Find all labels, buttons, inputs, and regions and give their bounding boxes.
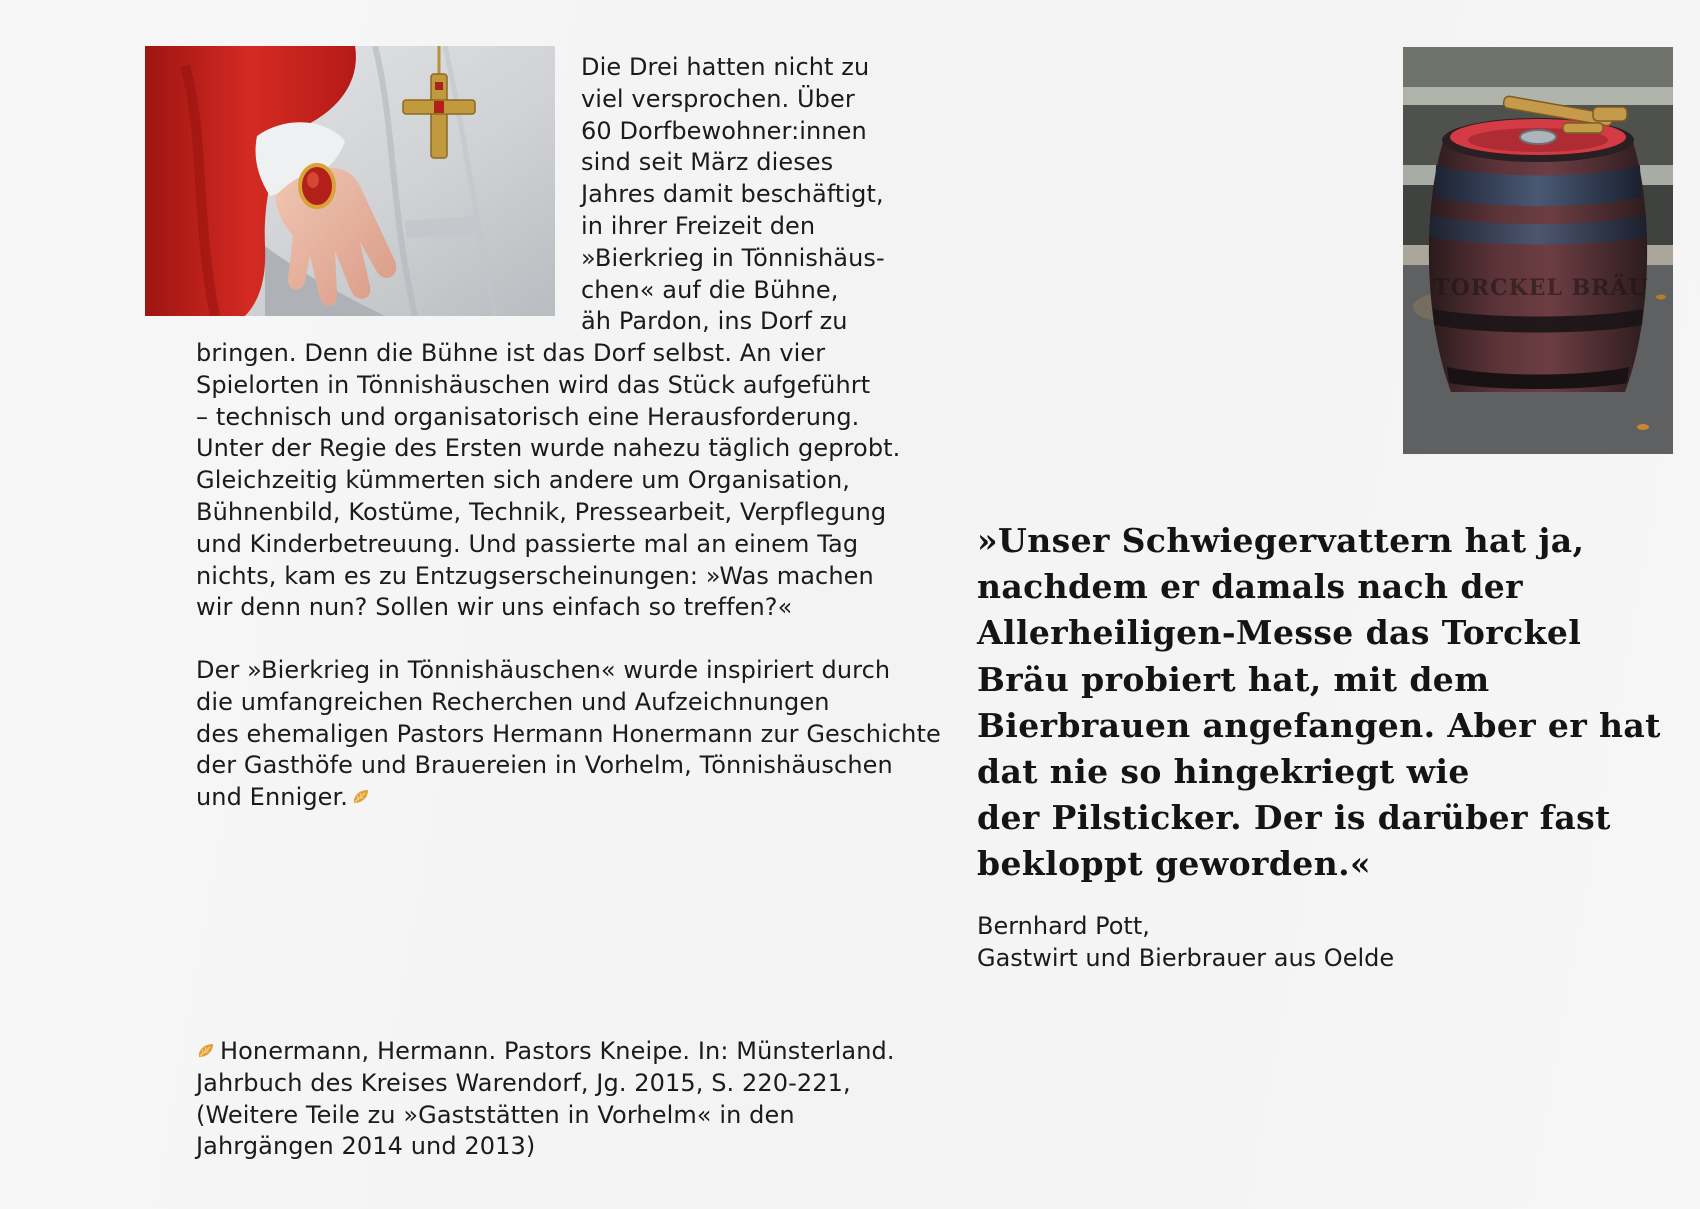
intro-column <box>581 52 885 338</box>
paragraph-end-text: und Enniger. <box>196 783 349 812</box>
barrel-lettering: TORCKEL BRÄU <box>1433 275 1649 301</box>
footnote-line: Jahrgängen 2014 und 2013) <box>196 1132 536 1161</box>
text-line: in ihrer Freizeit den <box>581 211 816 240</box>
second-paragraph <box>196 655 941 814</box>
text-line: viel versprochen. Über <box>581 84 855 113</box>
text-line: Der »Bierkrieg in Tönnishäuschen« wurde inspiriert durch <box>196 656 891 684</box>
quote-line: der Pilsticker. Der is darüber fast <box>977 798 1611 838</box>
main-column <box>196 338 900 624</box>
footnote <box>196 1036 895 1163</box>
hop-leaf-icon <box>196 1042 216 1060</box>
text-line: Spielorten in Tönnishäuschen wird das Stück aufgeführt <box>196 370 871 399</box>
text-line: nichts, kam es zu Entzugserscheinungen: »Was machen <box>196 561 874 590</box>
quote-line: Bierbrauen angefangen. Aber er hat <box>977 705 1661 745</box>
footnote-line: (Weitere Teile zu »Gaststätten in Vorhelm« in den <box>196 1100 795 1129</box>
text-line: wir denn nun? Sollen wir uns einfach so treffen?« <box>196 593 793 622</box>
text-line: des ehemaligen Pastors Hermann Honermann zur Geschichte <box>196 719 941 748</box>
barrel-photo-illustration <box>1403 47 1673 454</box>
footnote-line: Jahrbuch des Kreises Warendorf, Jg. 2015, S. 220-221, <box>196 1068 851 1097</box>
costume-photo <box>145 46 555 316</box>
text-line: die umfangreichen Recherchen und Aufzeichnungen <box>196 687 830 716</box>
pull-quote <box>977 518 1661 888</box>
text-line: sind seit März dieses <box>581 148 834 177</box>
quote-line: dat nie so hingekriegt wie <box>977 752 1470 792</box>
quote-line: nachdem er damals nach der <box>977 567 1523 607</box>
text-line-last <box>196 782 941 814</box>
quote-attribution <box>977 910 1394 974</box>
text-line: Unter der Regie des Ersten wurde nahezu täglich geprobt. <box>196 434 901 463</box>
attribution-name: Bernhard Pott, <box>977 912 1150 940</box>
text-line: Die Drei hatten nicht zu <box>581 53 870 81</box>
quote-line: Allerheiligen-Messe das Torckel <box>977 613 1582 653</box>
costume-photo-illustration <box>145 46 555 316</box>
text-line: chen« auf die Bühne, <box>581 275 839 304</box>
footnote-reference-text: Honermann, Hermann. Pastors Kneipe. In: Münsterland. <box>220 1037 895 1065</box>
text-line: äh Pardon, ins Dorf zu <box>581 307 848 336</box>
quote-line: bekloppt geworden.« <box>977 844 1372 884</box>
attribution-role: Gastwirt und Bierbrauer aus Oelde <box>977 944 1395 972</box>
text-line: – technisch und organisatorisch eine Herausforderung. <box>196 402 860 431</box>
text-line: Bühnenbild, Kostüme, Technik, Pressearbeit, Verpflegung <box>196 497 887 526</box>
text-line: und Kinderbetreuung. Und passierte mal an einem Tag <box>196 529 859 558</box>
text-line: Jahres damit beschäftigt, <box>581 180 884 209</box>
text-line: bringen. Denn die Bühne ist das Dorf selbst. An vier <box>196 339 826 367</box>
text-line: Gleichzeitig kümmerten sich andere um Organisation, <box>196 466 851 495</box>
text-line: der Gasthöfe und Brauereien in Vorhelm, Tönnishäuschen <box>196 751 893 780</box>
footnote-line <box>196 1036 895 1068</box>
text-line: »Bierkrieg in Tönnishäus- <box>581 243 885 272</box>
hop-leaf-icon <box>351 788 371 806</box>
quote-line: Bräu probiert hat, mit dem <box>977 659 1490 699</box>
quote-line: »Unser Schwiegervattern hat ja, <box>977 521 1585 560</box>
barrel-photo <box>1403 47 1673 454</box>
text-line: 60 Dorfbewohner:innen <box>581 116 867 145</box>
